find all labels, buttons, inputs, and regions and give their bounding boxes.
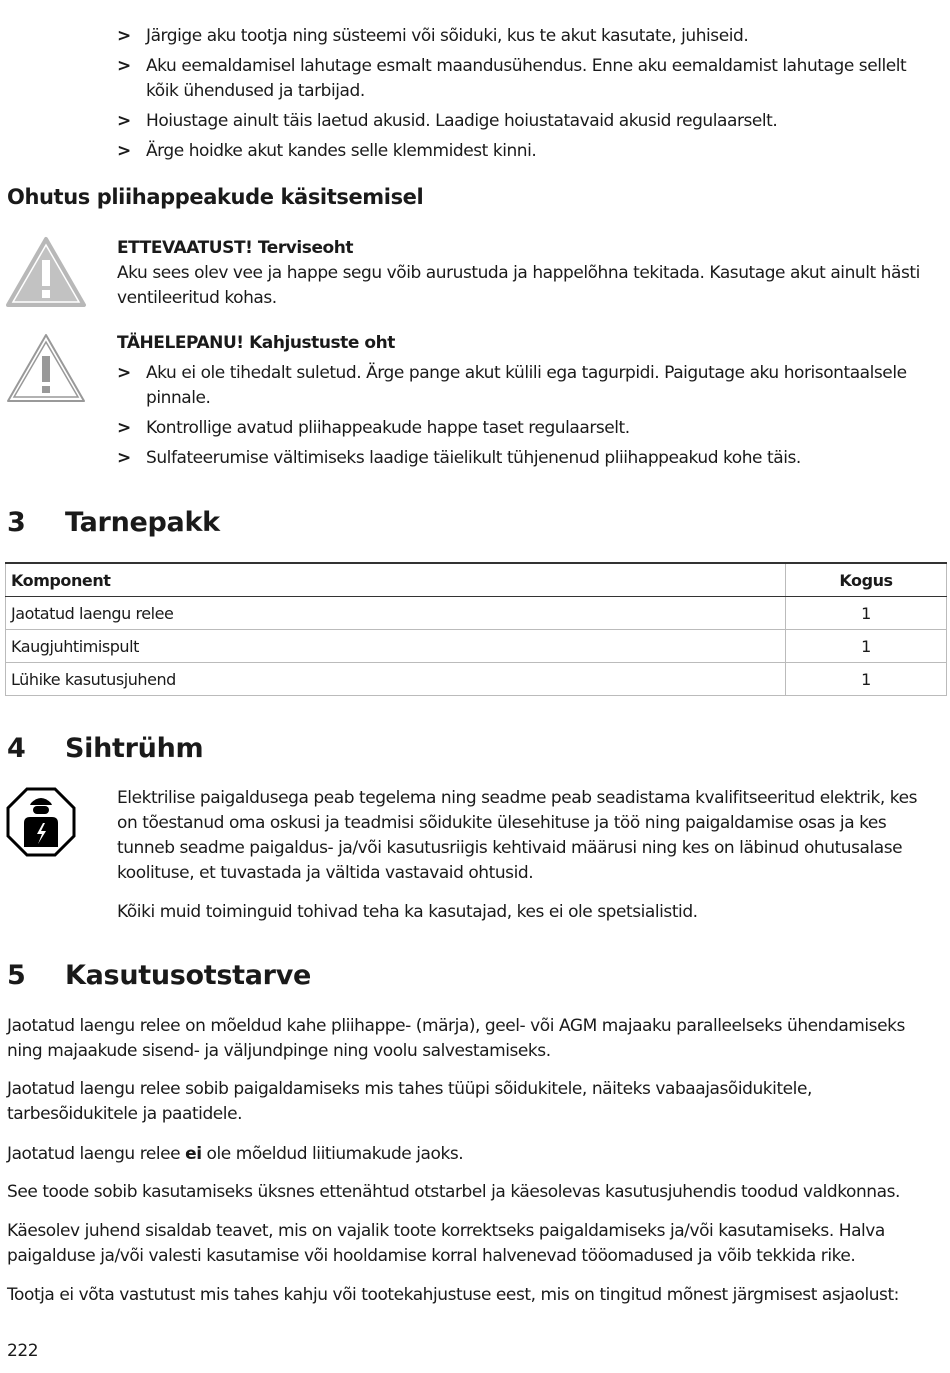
list-item: > Aku eemaldamisel lahutage esmalt maandusühendus. Enne aku eemaldamist lahutage sellelt kõik ühendused ja tarbijad.	[117, 56, 907, 101]
usage-paragraph: Jaotatud laengu relee sobib paigaldamiseks mis tahes tüüpi sõidukitele, näiteks vabaajasõidukitele, tarbesõidukitele ja paatidele.	[7, 1079, 812, 1124]
list-item: > Aku ei ole tihedalt suletud. Ärge pange akut külili ega tagurpidi. Paigutage aku horisontaalsele pinnale.	[117, 363, 907, 408]
usage-paragraph: Käesolev juhend sisaldab teavet, mis on vajalik toote korrektseks paigaldamiseks ja/või kasutamiseks. Halva paigalduse ja/või valesti kasutamise või hooldamise korral halvenevad tööomadused ja võib tekkida rike.	[7, 1221, 885, 1266]
target-group-paragraph: Elektrilise paigaldusega peab tegelema ning seadme peab seadistama kvalifitseeritud elektrik, kes on tõestanud oma oskusi ja teadmisi sõidukite ülesehituse ja töö ning paigaldamise osas ja kes tunneb seadme paigaldus- ja/või kasutusriigis kehtivaid määrusi ning kes on läbinud ohutusalase koolituse, et tuvastada ja vältida vastavaid ohtusid.	[117, 788, 918, 883]
caution-title: ETTEVAATUST! Terviseoht	[117, 238, 354, 258]
list-item: > Kontrollige avatud pliihappeakude happe taset regulaarselt.	[117, 418, 630, 438]
usage-paragraph: Jaotatud laengu relee ei ole mõeldud liitiumakude jaoks.	[7, 1144, 464, 1164]
list-item: > Ärge hoidke akut kandes selle klemmidest kinni.	[117, 141, 537, 161]
qualified-electrician-icon	[6, 787, 76, 857]
table-header-row: Komponent Kogus	[6, 563, 947, 597]
notice-warning-icon	[5, 332, 87, 404]
caution-warning-icon	[5, 236, 87, 308]
table-row: Jaotatud laengu relee 1	[6, 597, 947, 630]
usage-paragraph: See toode sobib kasutamiseks üksnes ettenähtud otstarbel ja käesolevas kasutusjuhendis toodud valdkonnas.	[7, 1182, 900, 1202]
table-row: Kaugjuhtimispult 1	[6, 630, 947, 663]
usage-paragraph: Jaotatud laengu relee on mõeldud kahe pliihappe- (märja), geel- või AGM majaaku paralleelseks ühendamiseks ning majaakude sisend- ja väljundpinge ning voolu salvestamiseks.	[7, 1016, 905, 1061]
target-group-paragraph: Kõiki muid toiminguid tohivad teha ka kasutajad, kes ei ole spetsialistid.	[117, 902, 698, 922]
safety-heading: Ohutus pliihappeakude käsitsemisel	[7, 185, 424, 209]
page-number: 222	[7, 1341, 39, 1361]
table-row: Lühike kasutusjuhend 1	[6, 663, 947, 696]
usage-paragraph: Tootja ei võta vastutust mis tahes kahju või tootekahjustuse eest, mis on tingitud mõnest järgmisest asjaolust:	[7, 1285, 899, 1305]
document-page: > Järgige aku tootja ning süsteemi või sõiduki, kus te akut kasutate, juhiseid. > Aku eemaldamisel lahutage esmalt maandusühendus. Enne aku eemaldamist lahutage sellelt kõik ühendused ja tarbijad. > Hoiustage ainult täis laetud akusid. Laadige hoiustatavaid akusid regulaarselt. > Ärge hoidke akut kandes selle klemmidest kinni. Ohutus pliihappeakude käsitsemisel ETTEVAATUST! Terviseoht Aku sees olev vee ja happe segu võib aurustuda ja happelõhna tekitada. Kasutage akut ainult hästi ventileeritud kohas. TÄHELEPANU! Kahjustuste oht > Aku ei ole tihedalt suletud. Ärge pange akut külili ega tagurpidi. Paigutage aku horisontaalsele pinnale. > Kontrollige avatud pliihappeakude happe taset regulaarselt. > Sulfateerumise vältimiseks laadige täielikult tühjenenud pliihappeakud kohe täis. 3 Tarnepakk Komponent Kogus Jaotatud laengu relee 1 Kaugjuhtimispult 1 Lühike kasutusjuhend 1 4 Sihtrühm Elektrilise paigaldusega peab tegelema ning seadme peab seadistama kvalifitseeritud elektrik, kes on tõestanud oma oskusi ja teadmisi sõidukite ülesehituse ja töö ning paigaldamise osas ja kes tunneb seadme paigaldus- ja/või kasutusriigis kehtivaid määrusi ning kes on läbinud ohutusalase koolituse, et tuvastada ja vältida vastavaid ohtusid. Kõiki muid toiminguid tohivad teha ka kasutajad, kes ei ole spetsialistid. 5 Kasutusotstarve Jaotatud laengu relee on mõeldud kahe pliihappe- (märja), geel- või AGM majaaku paralleelseks ühendamiseks ning majaakude sisend- ja väljundpinge ning voolu salvestamiseks. Jaotatud laengu relee sobib paigaldamiseks mis tahes tüüpi sõidukitele, näiteks vabaajasõidukitele, tarbesõidukitele ja paatidele. Jaotatud laengu relee ei ole mõeldud liitiumakude jaoks. See toode sobib kasutamiseks üksnes ettenähtud otstarbel ja käesolevas kasutusjuhendis toodud valdkonnas. Käesolev juhend sisaldab teavet, mis on vajalik toote korrektseks paigaldamiseks ja/või kasutamiseks. Halva paigalduse ja/või valesti kasutamise või hooldamise korral halvenevad tööomadused ja võib tekkida rike. Tootja ei võta vastutust mis tahes kahju või tootekahjustuse eest, mis on tingitud mõnest järgmisest asjaolust: 222	[0, 0, 950, 1373]
list-item: > Sulfateerumise vältimiseks laadige täielikult tühjenenud pliihappeakud kohe täis.	[117, 448, 801, 468]
caution-text: Aku sees olev vee ja happe segu võib aurustuda ja happelõhna tekitada. Kasutage akut ainult hästi ventileeritud kohas.	[117, 263, 920, 308]
list-item: > Hoiustage ainult täis laetud akusid. Laadige hoiustatavaid akusid regulaarselt.	[117, 111, 778, 131]
list-item: > Järgige aku tootja ning süsteemi või sõiduki, kus te akut kasutate, juhiseid.	[117, 26, 749, 46]
delivery-scope-table	[5, 562, 947, 696]
notice-title: TÄHELEPANU! Kahjustuste oht	[117, 333, 395, 353]
